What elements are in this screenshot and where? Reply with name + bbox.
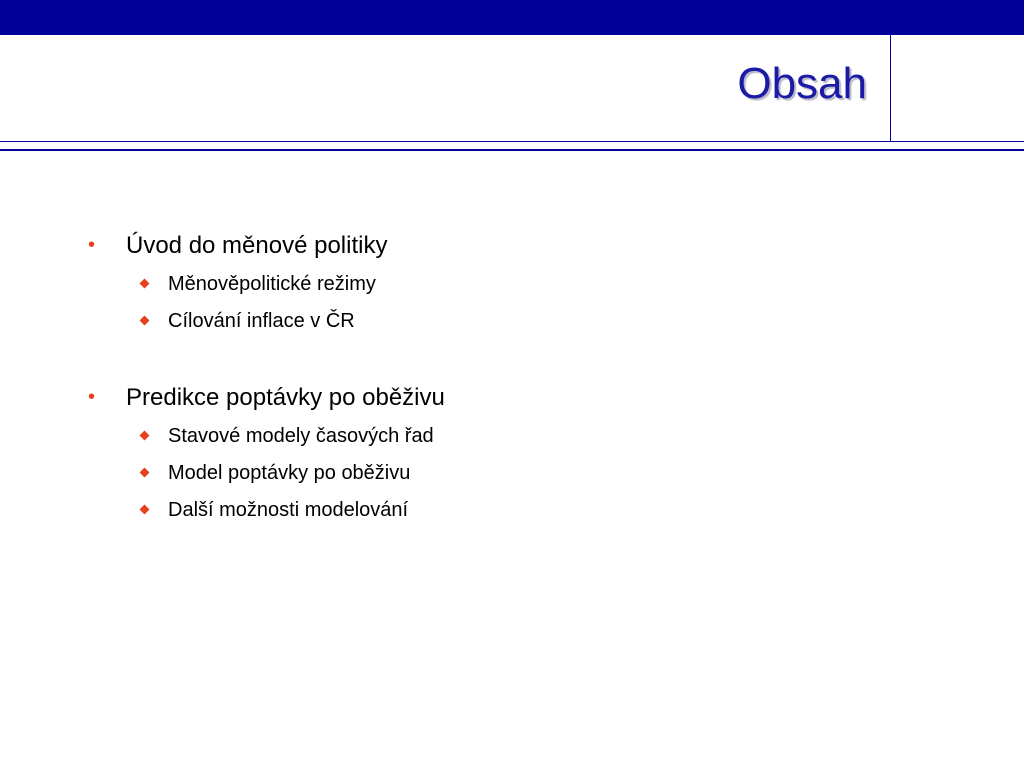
bullet-icon: • bbox=[88, 386, 96, 408]
top-band bbox=[0, 0, 1024, 35]
bullet-icon: • bbox=[88, 234, 96, 256]
outline-subitem-label: Další možnosti modelování bbox=[168, 499, 409, 521]
diamond-bullet-icon bbox=[140, 279, 150, 289]
title-rule-thick bbox=[0, 149, 1024, 151]
outline-subitem-label: Cílování inflace v ČR bbox=[168, 310, 355, 332]
diamond-bullet-icon bbox=[140, 316, 150, 326]
outline-subitem-2-1 bbox=[139, 426, 434, 446]
slide-title: Obsah bbox=[737, 59, 867, 108]
outline-subitem-label: Měnověpolitické režimy bbox=[168, 273, 376, 295]
outline-subitem-label: Stavové modely časových řad bbox=[168, 425, 434, 447]
outline-subitem-1-2 bbox=[139, 311, 355, 331]
outline-item-2 bbox=[88, 386, 445, 410]
outline-subitem-2-3 bbox=[139, 500, 408, 520]
diamond-bullet-icon bbox=[140, 431, 150, 441]
outline-item-1 bbox=[88, 234, 387, 258]
diamond-bullet-icon bbox=[140, 468, 150, 478]
outline-subitem-1-1 bbox=[139, 274, 376, 294]
outline-item-label: Úvod do měnové politiky bbox=[126, 232, 388, 259]
outline-subitem-2-2 bbox=[139, 463, 410, 483]
title-rule-thin bbox=[0, 141, 1024, 142]
diamond-bullet-icon bbox=[140, 505, 150, 515]
title-divider-vertical bbox=[890, 35, 891, 142]
outline-item-label: Predikce poptávky po oběživu bbox=[126, 384, 445, 411]
outline-subitem-label: Model poptávky po oběživu bbox=[168, 462, 411, 484]
